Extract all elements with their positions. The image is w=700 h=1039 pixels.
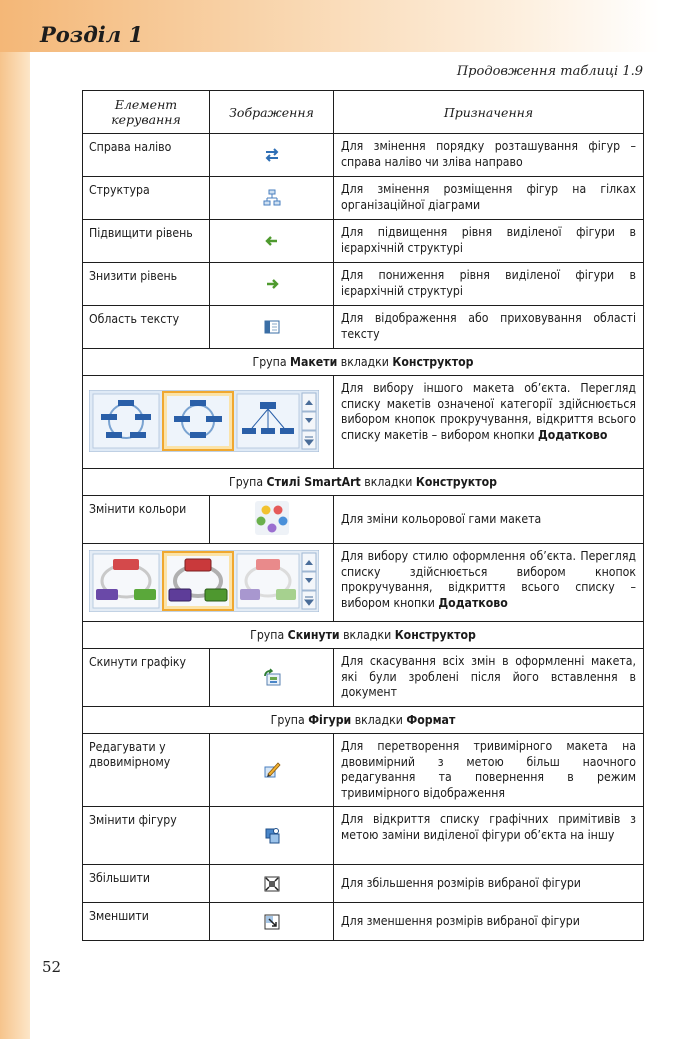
larger-icon [262, 874, 282, 894]
table-row [83, 496, 644, 544]
control-name: Змінити кольори [83, 496, 210, 544]
promote-arrow-icon [262, 231, 282, 251]
style-thumbnail[interactable] [93, 554, 159, 608]
styles-gallery[interactable] [89, 550, 319, 612]
table-caption: Продовження таблиці 1.9 [456, 64, 643, 79]
demote-arrow-icon [262, 274, 282, 294]
column-header-image: Зображення [210, 91, 334, 134]
styles-gallery-row [83, 544, 644, 622]
group-row-layouts: Група Макети вкладки Конструктор [83, 349, 644, 376]
table-row [83, 649, 644, 707]
table-row [83, 263, 644, 306]
control-description: Для зміни кольорової гами макета [334, 496, 644, 544]
column-header-element: Елемент керування [83, 91, 210, 134]
control-name: Область тексту [83, 306, 210, 349]
gallery-scroll-buttons[interactable] [302, 393, 316, 449]
control-name: Змінити фігуру [83, 807, 210, 865]
smaller-icon [262, 912, 282, 932]
color-dots-icon [255, 501, 289, 535]
table-row [83, 807, 644, 865]
control-name: Збільшити [83, 865, 210, 903]
control-description: Для перетворення тривимірного макета на двовимірний з метою більш наочного редагування та повернення в режим тривимірного відображення [334, 734, 644, 807]
control-name: Зменшити [83, 903, 210, 941]
table-row [83, 865, 644, 903]
layouts-gallery-row [83, 376, 644, 469]
table-row [83, 220, 644, 263]
table-header-row [83, 91, 644, 134]
table-row [83, 134, 644, 177]
control-name: Знизити рівень [83, 263, 210, 306]
table-row [83, 177, 644, 220]
gallery-scroll-buttons[interactable] [302, 553, 316, 609]
control-description: Для відображення або приховування області тексту [334, 306, 644, 349]
layouts-gallery[interactable] [89, 390, 319, 452]
control-description: Для скасування всіх змін в оформленні макета, які були зроблені після його вставлення в документ [334, 649, 644, 707]
control-description: Для підвищення рівня виділеної фігури в ієрархічній структурі [334, 220, 644, 263]
controls-table [82, 90, 644, 941]
style-thumbnail-selected[interactable] [163, 552, 233, 610]
control-description: Для вибору стилю оформлення об’єкта. Перегляд списку здійснюється вибором кнопок прокручування, відкриття всього списку – вибором кнопки Додатково [334, 544, 644, 622]
change-shape-icon [262, 826, 282, 846]
style-thumbnail[interactable] [237, 554, 299, 608]
control-name: Структура [83, 177, 210, 220]
group-row-shapes: Група Фігури вкладки Формат [83, 707, 644, 734]
control-name: Підвищити рівень [83, 220, 210, 263]
control-description: Для змінення розміщення фігур на гілках організаційної діаграми [334, 177, 644, 220]
control-name: Редагувати у двовимірному [83, 734, 210, 807]
edit-2d-icon [262, 760, 282, 780]
reset-graphic-icon [262, 668, 282, 688]
control-description: Для зменшення розмірів вибраної фігури [334, 903, 644, 941]
layout-thumbnail-selected[interactable] [163, 392, 233, 450]
section-title: Розділ 1 [40, 22, 144, 47]
table-row [83, 306, 644, 349]
table-row [83, 734, 644, 807]
control-description: Для змінення порядку розташування фігур – справа наліво чи зліва направо [334, 134, 644, 177]
control-description: Для вибору іншого макета об’єкта. Перегляд списку макетів означеної категорії здійснюється вибором кнопок прокручування, відкриття всього списку макетів – вибором кнопки Додатково [334, 376, 644, 469]
layout-thumbnail[interactable] [93, 394, 159, 448]
org-chart-icon [262, 188, 282, 208]
control-name: Скинути графіку [83, 649, 210, 707]
layout-thumbnail[interactable] [237, 394, 299, 448]
control-description: Для збільшення розмірів вибраної фігури [334, 865, 644, 903]
control-description: Для відкриття списку графічних примітивів з метою заміни виділеної фігури об’єкта на іншу [334, 807, 644, 865]
table-row [83, 903, 644, 941]
control-name: Справа наліво [83, 134, 210, 177]
group-row-reset: Група Скинути вкладки Конструктор [83, 622, 644, 649]
column-header-purpose: Призначення [334, 91, 644, 134]
swap-arrows-icon [262, 145, 282, 165]
text-pane-icon [262, 317, 282, 337]
side-decoration-strip [0, 0, 30, 1039]
control-description: Для пониження рівня виділеної фігури в ієрархічній структурі [334, 263, 644, 306]
page-number: 52 [42, 958, 62, 976]
group-row-smartart-styles: Група Стилі SmartArt вкладки Конструктор [83, 469, 644, 496]
